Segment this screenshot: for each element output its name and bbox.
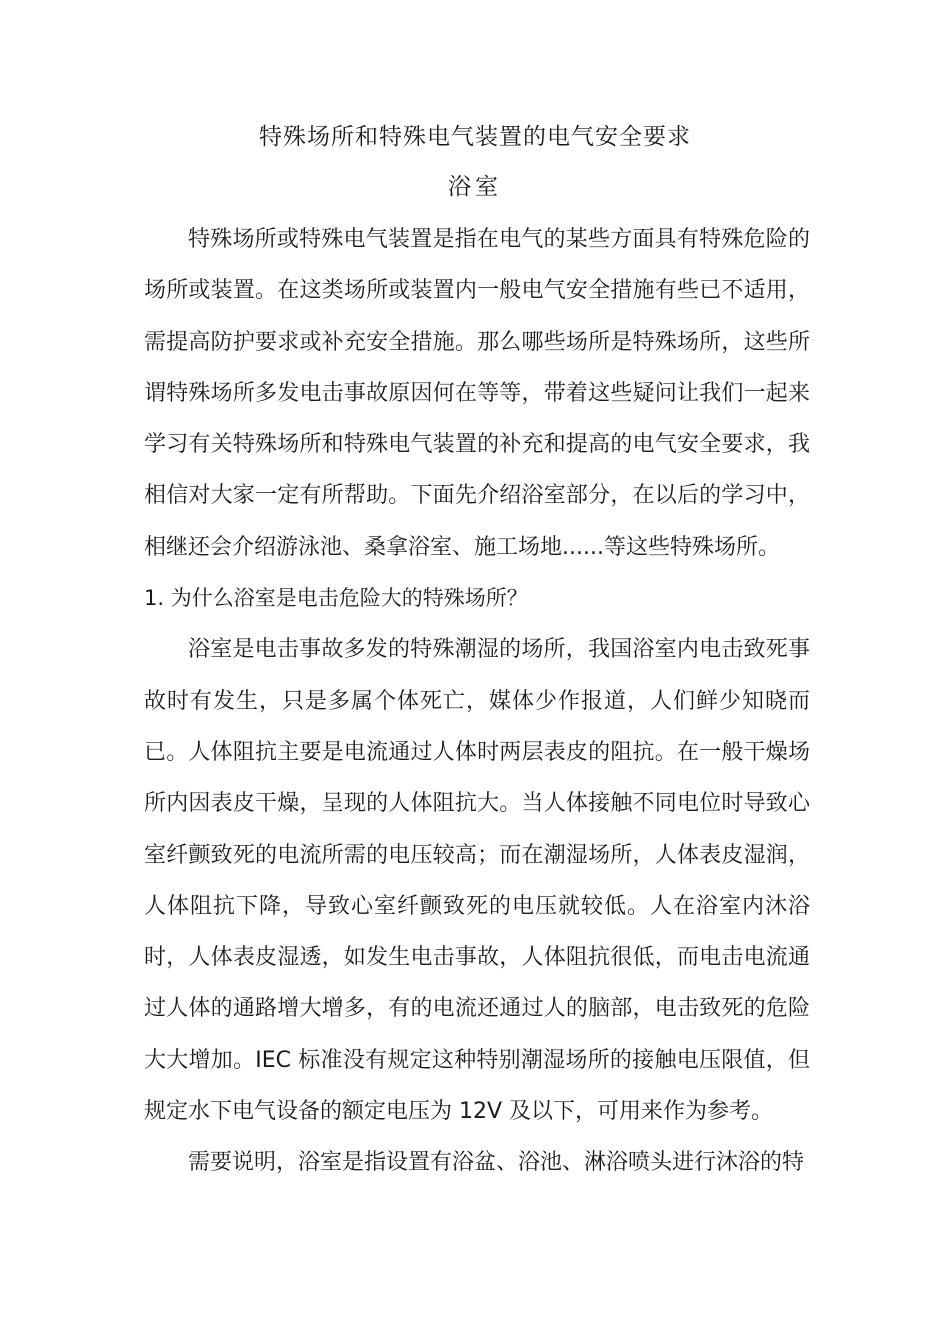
note-paragraph: 需要说明，浴室是指设置有浴盆、浴池、淋浴喷头进行沐浴的特 [188,1150,805,1176]
intro-paragraph: 特殊场所或特殊电气装置是指在电气的某些方面具有特殊危险的场所或装置。在这类场所或装置内一般电气安全措施有些已不适用，需提高防护要求或补充安全措施。那么哪些场所是特殊场所，这些所谓特殊场所多发电击事故原因何在等等，带着这些疑问让我们一起来学习有关特殊场所和特殊电气装置的补充和提高的电气安全要求，我相信对大家一定有所帮助。下面先介绍浴室部分，在以后的学习中，相继还会介绍游泳池、桑拿浴室、施工场地......等这些特殊场所。 [144,227,810,560]
section-1-paragraph: 浴室是电击事故多发的特殊潮湿的场所，我国浴室内电击致死事故时有发生，只是多属个体死亡，媒体少作报道，人们鲜少知晓而已。人体阻抗主要是电流通过人体时两层表皮的阻抗。在一般干燥场所内因表皮干燥，呈现的人体阻抗大。当人体接触不同电位时导致心室纤颤致死的电流所需的电压较高；而在潮湿场所，人体表皮湿润，人体阻抗下降，导致心室纤颤致死的电压就较低。人在浴室内沐浴时，人体表皮湿透，如发生电击事故，人体阻抗很低，而电击电流通过人体的通路增大增多，有的电流还通过人的脑部，电击致死的危险大大增加。IEC 标准没有规定这种特别潮湿场所的接触电压限值，但规定水下电气设备的额定电压为 12V 及以下，可用来作为参考。 [144,637,810,1125]
document-title: 特殊场所和特殊电气装置的电气安全要求 [259,124,691,150]
document-body [144,214,810,1189]
section-1-heading: 1. 为什么浴室是电击危险大的特殊场所？ [144,586,528,611]
document-subtitle: 浴室 [448,174,502,200]
